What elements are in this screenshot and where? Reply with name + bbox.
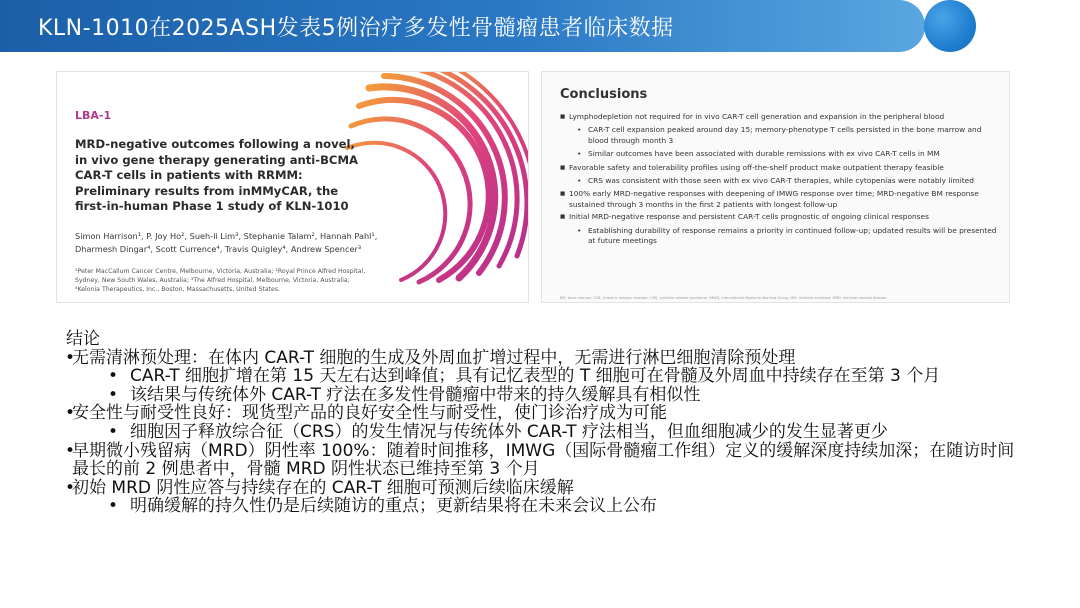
conclusion-item: ■ Favorable safety and tolerability profiles using off-the-shelf product make outpatient therapy feasible	[560, 163, 1000, 173]
poster-title	[75, 137, 415, 215]
bullet-level1: • 安全性与耐受性良好：现货型产品的良好安全性与耐受性，使门诊治疗成为可能	[66, 404, 1016, 423]
poster-title-image	[56, 71, 529, 303]
poster-title-line: in vivo gene therapy generating anti-BCMA	[75, 152, 358, 167]
conclusions-footnote: BM, bone marrow; CAR, chimeric antigen receptor; CRS, cytokine release syndrome; IMWG, International Myeloma Working Group; MM, multiple myeloma; MRD, minimal residual disease.	[560, 296, 888, 300]
conclusion-subitem: • CRS was consistent with those seen with ex vivo CAR-T therapies, while cytopenias were notably limited	[560, 176, 1000, 186]
conclusion-subitem: • CAR-T cell expansion peaked around day 15; memory-phenotype T cells persisted in the bone marrow and blood through month 3	[560, 125, 1000, 146]
bullet-level2: • CAR-T 细胞扩增在第 15 天左右达到峰值；具有记忆表型的 T 细胞可在骨髓及外周血中持续存在至第 3 个月	[66, 367, 1016, 386]
authors-line: Simon Harrison¹, P. Joy Ho², Sueh-li Lim³, Stephanie Talam², Hannah Pahl¹,	[75, 231, 378, 241]
bullet-level1: • 初始 MRD 阴性应答与持续存在的 CAR-T 细胞可预测后续临床缓解	[66, 479, 1016, 498]
poster-title-line: Preliminary results from inMMyCAR, the	[75, 183, 339, 198]
bullet-level1: • 早期微小残留病（MRD）阴性率 100%：随着时间推移，IMWG（国际骨髓瘤工作组）定义的缓解深度持续加深；在随访时间最长的前 2 例患者中，骨髓 MRD 阴性状态已维持至第 3 个月	[66, 442, 1016, 479]
header-decor-circle	[924, 0, 976, 52]
authors-line: Dharmesh Dingar⁴, Scott Currence⁴, Travis Quigley⁴, Andrew Spencer³	[75, 243, 362, 254]
slide-title: KLN-1010在2025ASH发表5例治疗多发性骨髓瘤患者临床数据	[38, 16, 674, 41]
section-heading: 结论	[66, 329, 100, 349]
header-banner	[0, 0, 925, 52]
poster-title-line: MRD-negative outcomes following a novel,	[75, 137, 355, 151]
poster-authors	[75, 230, 425, 255]
conclusion-item: ■ 100% early MRD-negative responses with deepening of IMWG response over time; MRD-negative BM response sustained through 3 months in the first 2 patients with longest follow-up	[560, 189, 1000, 210]
conclusion-text-block	[66, 330, 1016, 516]
conclusion-item: ■ Lymphodepletion not required for in vivo CAR-T cell generation and expansion in the peripheral blood	[560, 112, 1000, 122]
poster-title-line: CAR-T cells in patients with RRMM:	[75, 168, 303, 182]
bullet-level2: • 明确缓解的持久性仍是后续随访的重点；更新结果将在未来会议上公布	[66, 497, 1016, 516]
poster-title-line: first-in-human Phase 1 study of KLN-1010	[75, 199, 349, 213]
affil-line: ¹Peter MacCallum Cancer Centre, Melbourne, Victoria, Australia; ²Royal Prince Alfred Hospital,	[75, 268, 366, 275]
conclusion-subitem: • Establishing durability of response remains a priority in continued follow-up; updated results will be presented at future meetings	[560, 226, 1000, 247]
poster-affiliations	[75, 267, 375, 295]
conclusion-subitem: • Similar outcomes have been associated with durable remissions with ex vivo CAR-T cells in MM	[560, 149, 1000, 159]
affil-line: Sydney, New South Wales, Australia; ³The Alfred Hospital, Melbourne, Victoria, Australia;	[75, 277, 350, 285]
conclusions-list	[560, 110, 1000, 249]
bullet-level2: • 细胞因子释放综合征（CRS）的发生情况与传统体外 CAR-T 疗法相当，但血细胞减少的发生显著更少	[66, 423, 1016, 442]
conclusion-item: ■ Initial MRD-negative response and persistent CAR-T cells prognostic of ongoing clinical responses	[560, 212, 1000, 222]
bullet-level2: • 该结果与传统体外 CAR-T 疗法在多发性骨髓瘤中带来的持久缓解具有相似性	[66, 386, 1016, 405]
conclusions-title: Conclusions	[560, 87, 648, 102]
bullet-level1: • 无需清淋预处理：在体内 CAR-T 细胞的生成及外周血扩增过程中，无需进行淋巴细胞清除预处理	[66, 349, 1016, 368]
affil-line: ⁴Kelonia Therapeutics, Inc., Boston, Massachusetts, United States.	[75, 286, 281, 294]
abstract-tag: LBA-1	[75, 109, 112, 122]
poster-conclusions-image	[541, 71, 1010, 303]
